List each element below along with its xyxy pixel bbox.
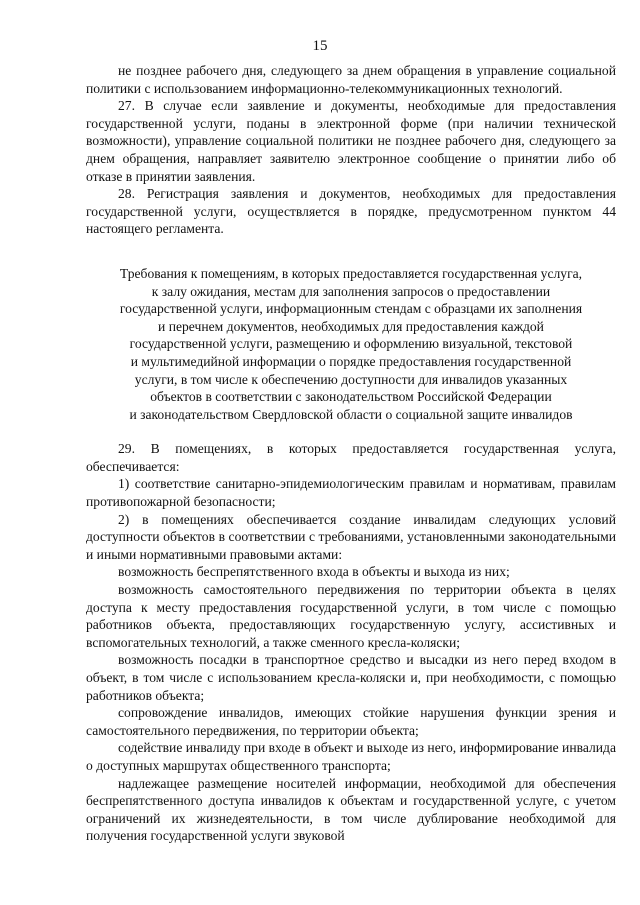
- condition-item: возможность самостоятельного передвижения по территории объекта в целях доступа к месту предоставления государственной услуги, в том числе с помощью работников объекта, предоставляющих государственную услугу, ассистивных и вспомогательных технологий, а также сменного кресла-коляски;: [86, 582, 616, 650]
- heading-line: и мультимедийной информации о порядке предоставления государственной: [130, 353, 572, 369]
- paragraph-continuation: не позднее рабочего дня, следующего за днем обращения в управление социальной политики с использованием информационно-телекоммуникационных технологий.: [86, 63, 616, 96]
- condition-item: сопровождение инвалидов, имеющих стойкие нарушения функции зрения и самостоятельного передвижения, по территории объекта;: [86, 705, 616, 738]
- condition-item: надлежащее размещение носителей информации, необходимой для обеспечения беспрепятственного доступа инвалидов к объектам и государственной услуге, с учетом ограничений их жизнедеятельности, в том числе дублирование необходимой для получения государственной услуги звуковой: [86, 775, 616, 844]
- heading-line: государственной услуги, размещению и оформлению визуальной, текстовой: [129, 336, 573, 352]
- heading-line: к залу ожидания, местам для заполнения запросов о предоставлении: [151, 283, 551, 299]
- condition-item: возможность посадки в транспортное средство и высадки из него перед входом в объект, в том числе с использованием кресла-коляски и, при необходимости, с помощью работников объекта;: [86, 652, 616, 703]
- paragraph-29: 29. В помещениях, в которых предоставляется государственная услуга, обеспечивается:: [86, 441, 616, 474]
- list-item-2: 2) в помещениях обеспечивается создание инвалидам следующих условий доступности объектов в соответствии с требованиями, установленными законодательными и иными нормативными правовыми актами:: [86, 511, 616, 562]
- document-body: [86, 62, 616, 845]
- heading-line: объектов в соответствии с законодательством Российской Федерации: [150, 389, 552, 405]
- condition-item: содействие инвалиду при входе в объект и выходе из него, информирование инвалида о доступных маршрутах общественного транспорта;: [86, 740, 616, 773]
- paragraph-28: 28. Регистрация заявления и документов, необходимых для предоставления государственной услуги, осуществляется в порядке, предусмотренном пунктом 44 настоящего регламента.: [86, 186, 616, 237]
- list-item-1: 1) соответствие санитарно-эпидемиологическим правилам и нормативам, правилам противопожарной безопасности;: [86, 476, 616, 510]
- heading-line: и законодательством Свердловской области о социальной защите инвалидов: [129, 406, 573, 422]
- heading-line: Требования к помещениям, в которых предоставляется государственная услуга,: [119, 265, 583, 281]
- section-heading: [86, 265, 616, 423]
- paragraph-27: 27. В случае если заявление и документы, необходимые для предоставления государственной услуги, поданы в электронной форме (при наличии технической возможности), управление социальной политики не позднее рабочего дня, следующего за днем обращения, направляет заявителю электронное сообщение о принятии либо об отказе в принятии заявления.: [86, 98, 616, 184]
- heading-line: и перечнем документов, необходимых для предоставления каждой: [158, 318, 544, 334]
- page-number: 15: [312, 38, 328, 54]
- heading-line: услуги, в том числе к обеспечению доступности для инвалидов указанных: [134, 371, 568, 387]
- heading-line: государственной услуги, информационным стендам с образцами их заполнения: [119, 301, 583, 317]
- condition-item: возможность беспрепятственного входа в объекты и выхода из них;: [118, 564, 510, 580]
